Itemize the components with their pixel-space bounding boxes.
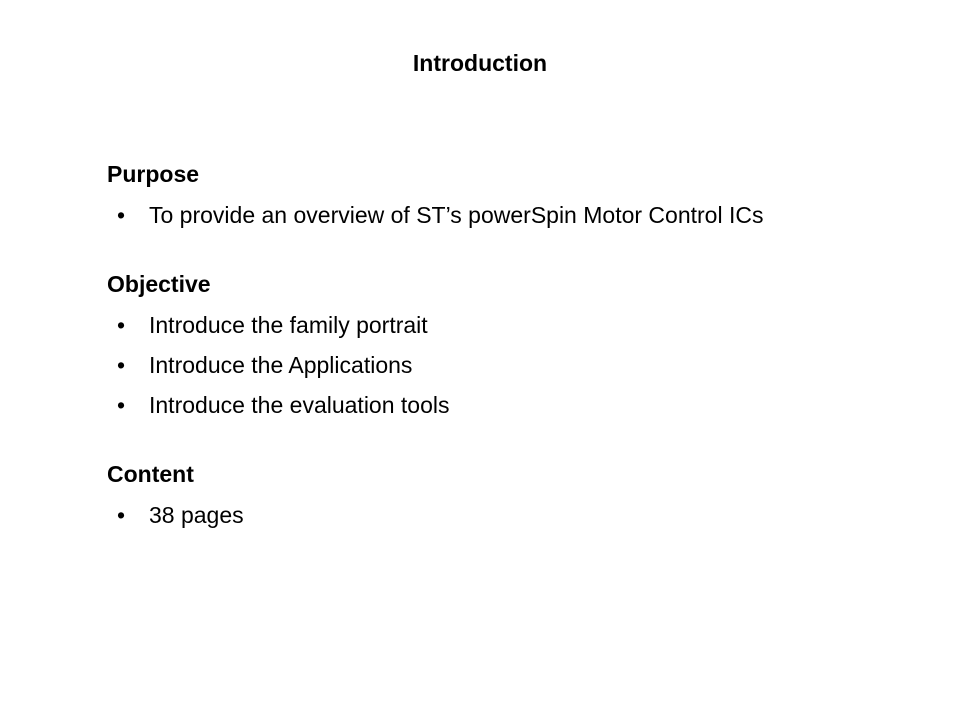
slide-title: Introduction bbox=[412, 50, 548, 76]
section-heading-content: Content bbox=[107, 461, 194, 487]
content-bullet bbox=[107, 500, 829, 530]
objective-bullet bbox=[107, 390, 829, 420]
bullet-icon: • bbox=[117, 392, 126, 418]
bullet-icon: • bbox=[117, 312, 126, 338]
content-bullet-text: 38 pages bbox=[149, 502, 244, 528]
bullet-icon: • bbox=[117, 502, 126, 528]
objective-bullet bbox=[107, 350, 829, 380]
content-bullet-list bbox=[107, 500, 867, 530]
purpose-bullet-list bbox=[107, 200, 867, 230]
section-heading-objective: Objective bbox=[107, 271, 211, 297]
bullet-icon: • bbox=[117, 202, 126, 228]
objective-bullet-list bbox=[107, 310, 867, 420]
objective-bullet-text: Introduce the Applications bbox=[149, 352, 413, 378]
purpose-bullet-text: To provide an overview of ST’s powerSpin Motor Control ICs bbox=[149, 202, 764, 228]
section-heading-purpose: Purpose bbox=[107, 161, 200, 187]
objective-bullet bbox=[107, 310, 829, 340]
section-objective bbox=[107, 268, 867, 420]
bullet-icon: • bbox=[117, 352, 126, 378]
section-content bbox=[107, 458, 867, 530]
purpose-bullet bbox=[107, 200, 849, 230]
slide-content bbox=[107, 158, 867, 530]
objective-bullet-text: Introduce the family portrait bbox=[149, 312, 428, 338]
section-purpose bbox=[107, 158, 867, 230]
objective-bullet-text: Introduce the evaluation tools bbox=[149, 392, 450, 418]
